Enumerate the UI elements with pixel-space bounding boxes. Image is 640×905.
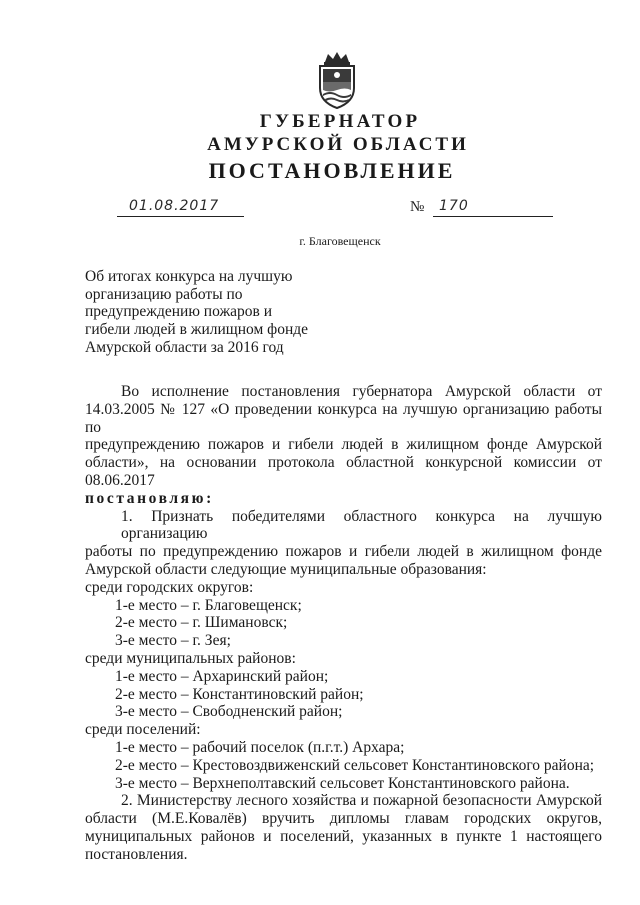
preamble-line: области», на основании протокола областной конкурсной комиссии от: [85, 454, 602, 472]
coat-of-arms-icon: [312, 50, 362, 110]
decree-keyword: постановляю:: [85, 489, 214, 507]
document-date-line: [117, 194, 244, 217]
urban-winner: 3-е место – г. Зея;: [115, 632, 231, 650]
item2-line: постановления.: [85, 845, 188, 863]
urban-winner: 1-е место – г. Благовещенск;: [115, 596, 302, 614]
item1-line: Амурской области следующие муниципальные образования:: [85, 560, 487, 578]
municipal-winner: 2-е место – Константиновский район;: [115, 685, 364, 703]
document-number: 170: [439, 198, 469, 214]
subject-line: Об итогах конкурса на лучшую: [85, 268, 293, 285]
subject-line: предупреждению пожаров и: [85, 303, 273, 321]
subject-line: Амурской области за 2016 год: [85, 338, 284, 356]
municipal-winner: 1-е место – Архаринский район;: [115, 667, 329, 685]
preamble-line: предупреждению пожаров и гибели людей в жилищном фонде Амурской: [85, 436, 602, 454]
item2-line: области (М.Е.Ковалёв) вручить дипломы главам городских округов,: [85, 810, 602, 828]
municipal-heading: среди муниципальных районов:: [85, 649, 296, 667]
urban-heading: среди городских округов:: [85, 578, 254, 596]
number-sign: №: [410, 199, 425, 215]
document-body: [85, 383, 602, 864]
issue-city: г. Благовещенск: [299, 234, 381, 248]
municipal-winner: 3-е место – Свободненский район;: [115, 703, 343, 721]
settlement-heading: среди поселений:: [85, 721, 201, 739]
settlement-winner: 1-е место – рабочий поселок (п.г.т.) Архара;: [115, 738, 405, 756]
document-date: 01.08.2017: [129, 198, 220, 214]
preamble-line: 14.03.2005 № 127 «О проведении конкурса на лучшую организацию работы по: [85, 400, 602, 436]
document-number-line: [433, 194, 553, 217]
document-type-title: ПОСТАНОВЛЕНИЕ: [208, 158, 456, 183]
urban-winner: 2-е место – г. Шимановск;: [115, 614, 288, 632]
preamble-line: Во исполнение постановления губернатора Амурской области от: [121, 383, 602, 400]
item2-line: 2. Министерству лесного хозяйства и пожарной безопасности Амурской: [121, 792, 602, 810]
item1-line: работы по предупреждению пожаров и гибели людей в жилищном фонде: [85, 543, 602, 561]
item2-line: муниципальных районов и поселений, указанных в пункте 1 настоящего: [85, 827, 602, 845]
document-subject: [85, 268, 345, 357]
subject-line: организацию работы по: [85, 285, 243, 303]
subject-line: гибели людей в жилищном фонде: [85, 321, 309, 339]
item1-line: 1. Признать победителями областного конкурса на лучшую организацию: [121, 507, 602, 543]
settlement-winner: 3-е место – Верхнеполтавский сельсовет Константиновского района.: [115, 774, 570, 792]
settlement-winner: 2-е место – Крестовоздвиженский сельсовет Константиновского района;: [115, 756, 595, 774]
issuer-region: АМУРСКОЙ ОБЛАСТИ: [207, 134, 469, 155]
issuer-title: ГУБЕРНАТОР: [259, 111, 421, 132]
preamble-line: 08.06.2017: [85, 471, 155, 489]
